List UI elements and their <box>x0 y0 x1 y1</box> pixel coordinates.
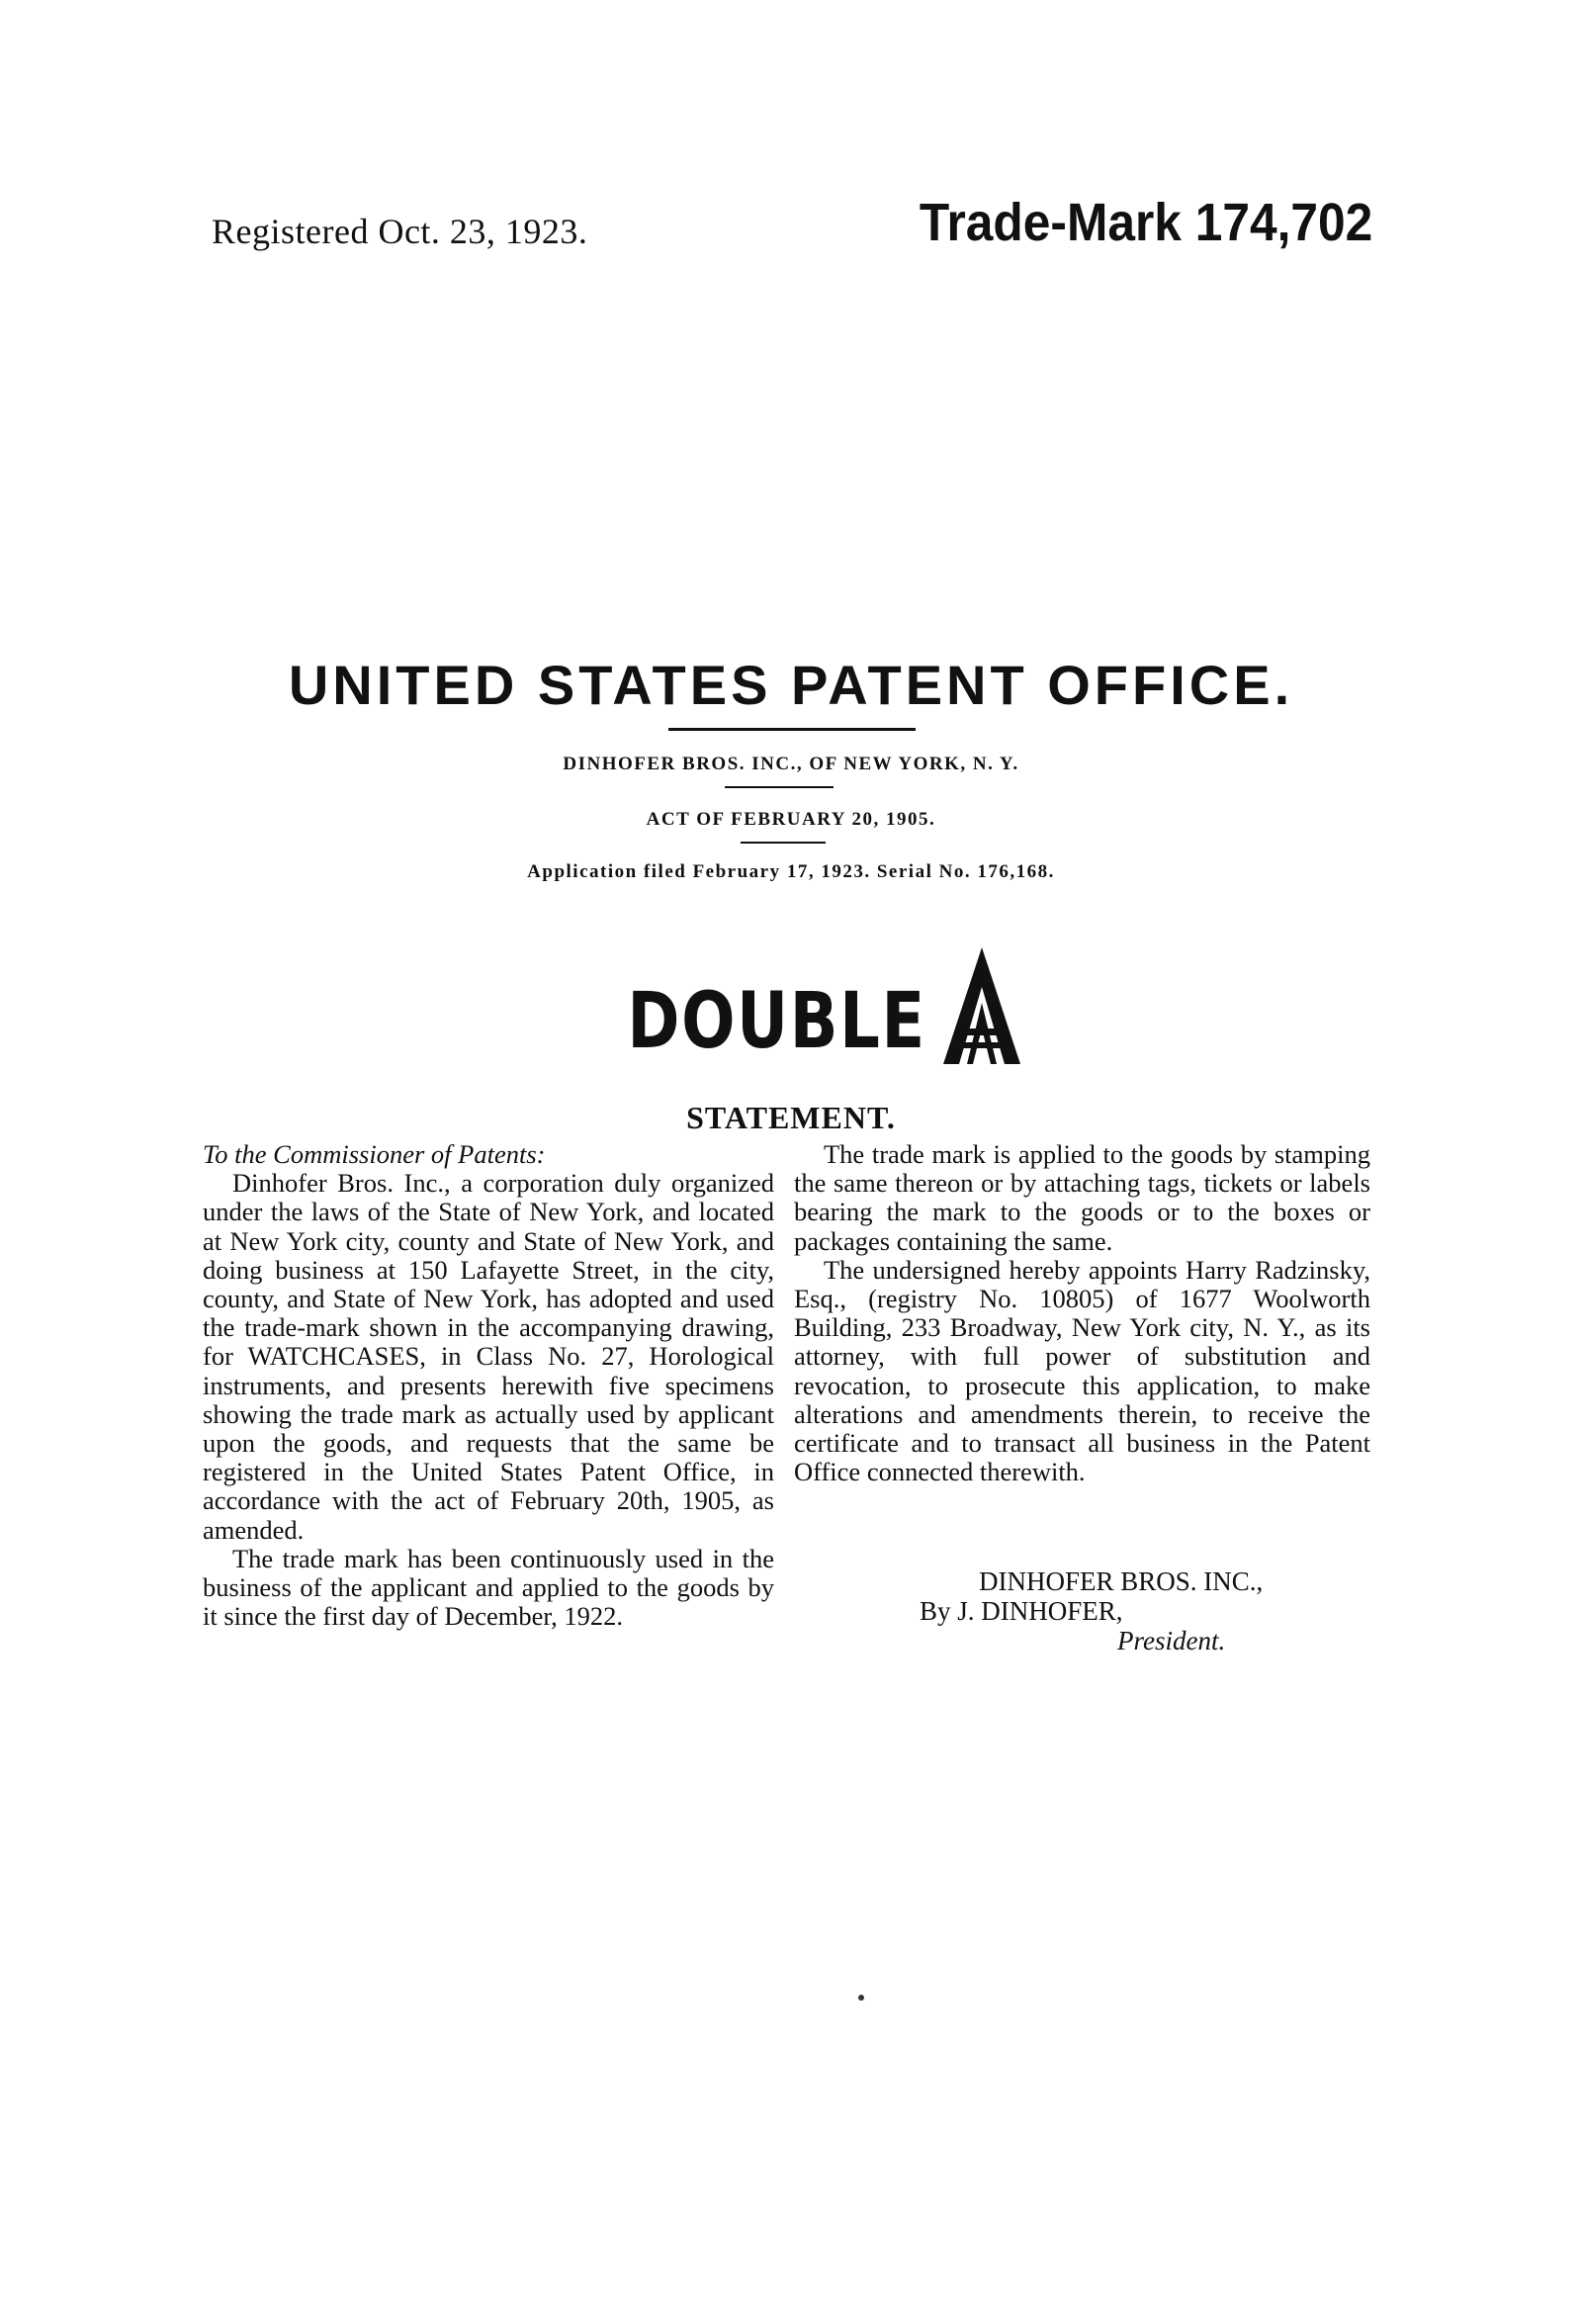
statement-right-column <box>794 1140 1370 1486</box>
statement-heading: STATEMENT. <box>686 1100 896 1135</box>
act-line: ACT OF FEBRUARY 20, 1905. <box>646 809 936 830</box>
act-rule <box>741 842 826 844</box>
registration-date: Registered Oct. 23, 1923. <box>212 212 588 251</box>
mark-word: DOUBLE <box>626 977 926 1066</box>
office-title: UNITED STATES PATENT OFFICE. <box>288 654 1294 716</box>
signature-by: By J. DINHOFER, <box>920 1596 1123 1626</box>
applicant-rule <box>725 786 834 788</box>
signature-title: President. <box>1117 1626 1226 1655</box>
double-a-logo-icon <box>943 947 1020 1064</box>
applicant-line: DINHOFER BROS. INC., OF NEW YORK, N. Y. <box>563 754 1019 774</box>
statement-paragraph: The trade mark is applied to the goods by stamping the same thereon or by attaching tags, tickets or labels bearing the mark to the goods or to the boxes or packages containing the same. <box>794 1139 1370 1256</box>
statement-paragraph: The trade mark has been continuously used in the business of the applicant and applied to the goods by it since the first day of December, 1922. <box>203 1543 774 1632</box>
trade-mark-drawing <box>0 947 1582 1066</box>
title-rule <box>668 728 916 731</box>
signature-company: DINHOFER BROS. INC., <box>979 1566 1264 1596</box>
statement-paragraph: The undersigned hereby appoints Harry Radzinsky, Esq., (registry No. 10805) of 1677 Woolworth Building, 233 Broadway, New York city, N. Y., as its attorney, with full power of substitution and revocation, to prosecute this application, to make alterations and amendments therein, to receive the certificate and to transact all business in the Patent Office connected therewith. <box>794 1254 1370 1487</box>
statement-left-column <box>203 1140 774 1631</box>
signature-block <box>920 1566 1263 1655</box>
salutation: To the Commissioner of Patents: <box>203 1139 546 1169</box>
ink-dot <box>858 1995 864 2001</box>
statement-paragraph: Dinhofer Bros. Inc., a corporation duly organized under the laws of the State of New York, and located at New York city, county and State of New York, and doing business at 150 Lafayette Street, in the city, county, and State of New York, has adopted and used the trade-mark shown in the accompanying drawing, for WATCHCASES, in Class No. 27, Horological instruments, and presents herewith five specimens showing the trade mark as actually used by applicant upon the goods, and requests that the same be registered in the United States Patent Office, in accordance with the act of February 20th, 1905, as amended. <box>203 1168 774 1545</box>
application-line: Application filed February 17, 1923. Serial No. 176,168. <box>527 861 1055 882</box>
trade-mark-number: Trade-Mark 174,702 <box>919 193 1372 252</box>
